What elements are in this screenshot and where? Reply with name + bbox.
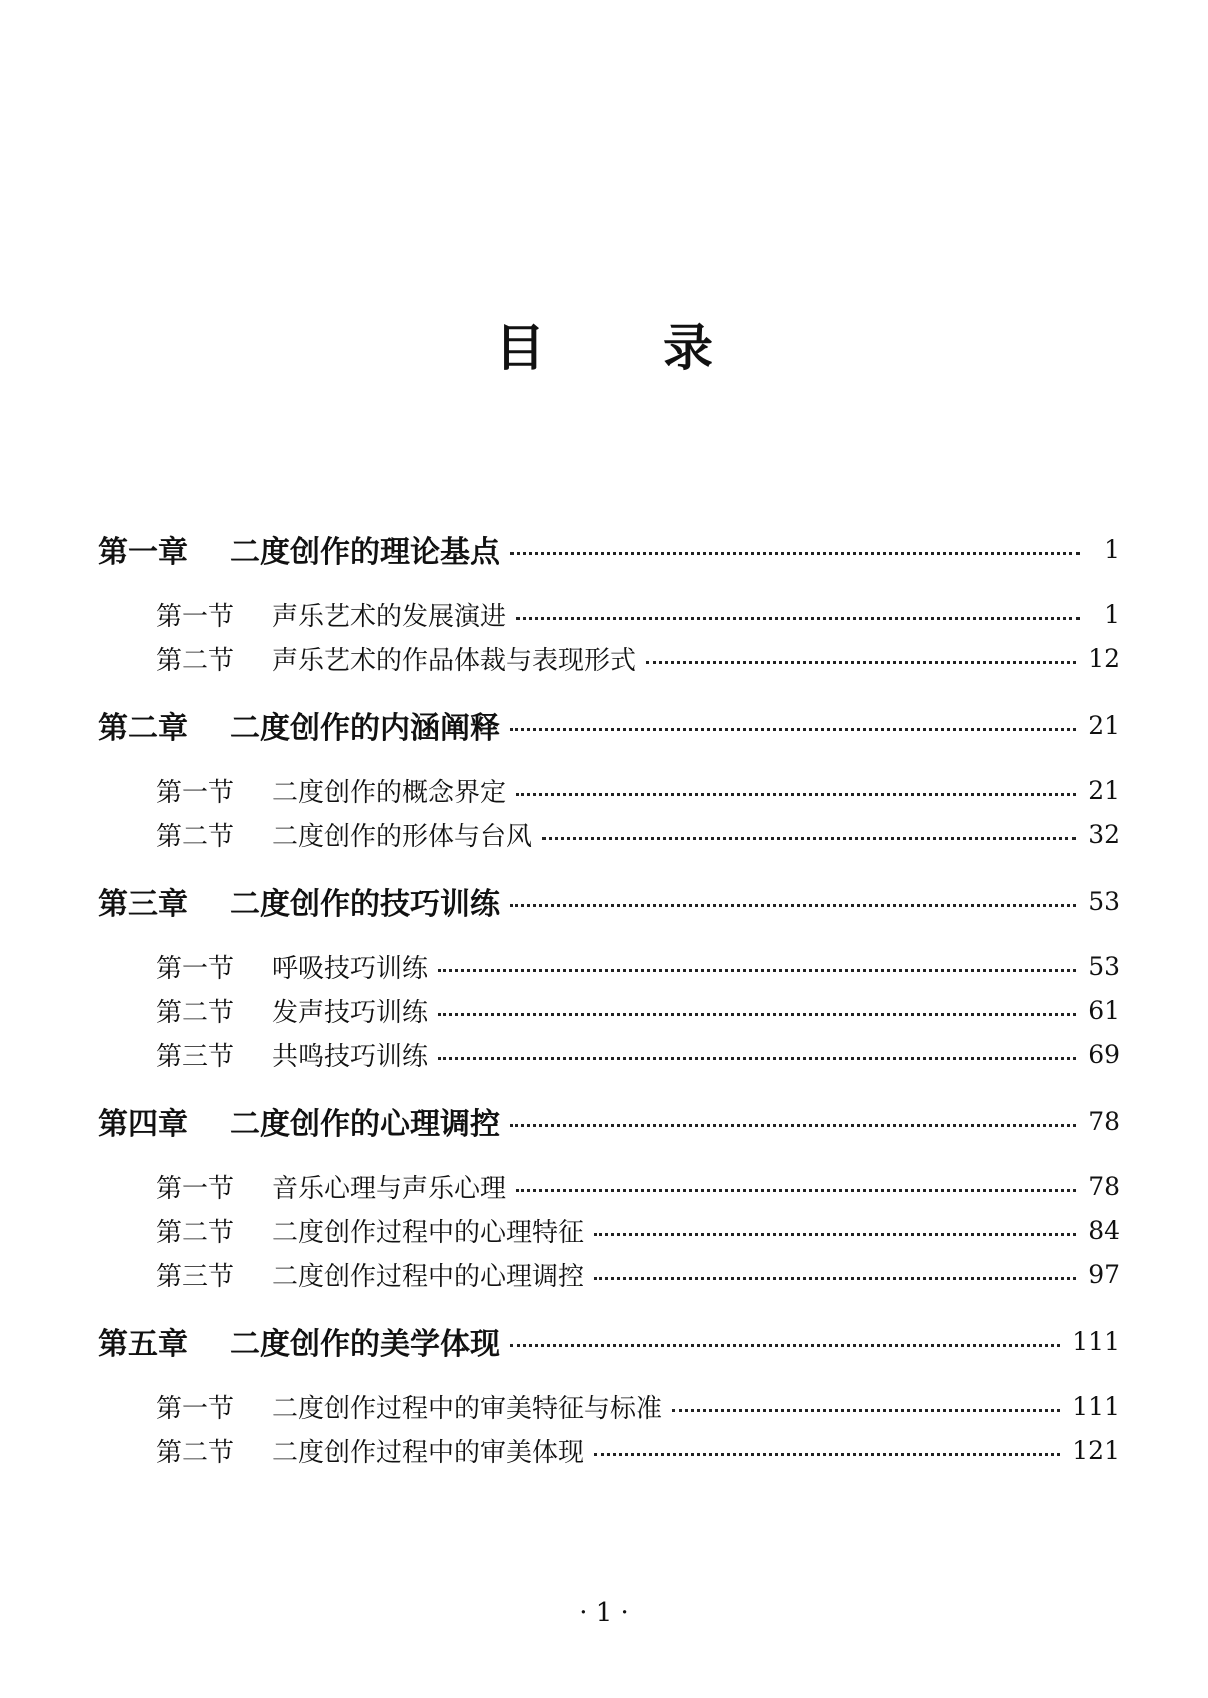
chapter-number: 第五章 (98, 1327, 188, 1362)
section-title: 二度创作过程中的心理调控 (272, 1261, 585, 1292)
toc-section-5-2[interactable] (98, 1431, 1120, 1469)
chapter-title: 二度创作的美学体现 (230, 1327, 500, 1362)
dot-leader (516, 793, 1076, 796)
page-number: 111 (1072, 1326, 1120, 1356)
section-title: 二度创作的概念界定 (272, 777, 507, 808)
page-number: 78 (1088, 1106, 1120, 1136)
page-number: 111 (1072, 1391, 1120, 1421)
section-number: 第一节 (156, 1173, 235, 1204)
section-title: 呼吸技巧训练 (272, 953, 429, 984)
section-number: 第一节 (156, 953, 235, 984)
section-number: 第三节 (156, 1261, 235, 1292)
page-number: 78 (1088, 1171, 1120, 1201)
toc-section-3-1[interactable] (98, 947, 1120, 985)
dot-leader (594, 1277, 1076, 1280)
dot-leader (510, 1344, 1060, 1347)
dot-leader (510, 904, 1076, 907)
dot-leader (542, 837, 1076, 840)
page-number: 53 (1088, 951, 1120, 981)
dot-leader (510, 552, 1080, 555)
toc-section-5-1[interactable] (98, 1387, 1120, 1425)
section-number: 第二节 (156, 1437, 235, 1468)
chapter-title: 二度创作的理论基点 (230, 535, 500, 570)
section-title: 二度创作过程中的心理特征 (272, 1217, 585, 1248)
section-title: 音乐心理与声乐心理 (272, 1173, 507, 1204)
section-number: 第一节 (156, 601, 235, 632)
toc-chapter-1[interactable] (98, 530, 1120, 568)
chapter-title: 二度创作的技巧训练 (230, 887, 500, 922)
chapter-number: 第二章 (98, 711, 188, 746)
page-number: 12 (1088, 643, 1120, 673)
dot-leader (672, 1409, 1060, 1412)
section-title: 发声技巧训练 (272, 997, 429, 1028)
section-title: 二度创作的形体与台风 (272, 821, 533, 852)
chapter-number: 第四章 (98, 1107, 188, 1142)
page-number: 21 (1088, 775, 1120, 805)
section-title: 二度创作过程中的审美体现 (272, 1437, 585, 1468)
dot-leader (510, 728, 1076, 731)
section-title: 声乐艺术的发展演进 (272, 601, 507, 632)
dot-leader (438, 1057, 1076, 1060)
page-number: 1 (1104, 534, 1120, 564)
section-title: 共鸣技巧训练 (272, 1041, 429, 1072)
page-number: 69 (1088, 1039, 1120, 1069)
dot-leader (510, 1124, 1076, 1127)
page-title-char-1: 目 (495, 319, 545, 377)
toc-chapter-2[interactable] (98, 706, 1120, 744)
page-number: 21 (1088, 710, 1120, 740)
dot-leader (516, 1189, 1076, 1192)
toc-chapter-3[interactable] (98, 882, 1120, 920)
toc-section-3-2[interactable] (98, 991, 1120, 1029)
toc-chapter-4[interactable] (98, 1102, 1120, 1140)
section-title: 二度创作过程中的审美特征与标准 (272, 1393, 663, 1424)
toc-section-2-2[interactable] (98, 815, 1120, 853)
page-number: 61 (1088, 995, 1120, 1025)
section-number: 第一节 (156, 777, 235, 808)
dot-leader (594, 1453, 1060, 1456)
chapter-title: 二度创作的心理调控 (230, 1107, 500, 1142)
toc-section-3-3[interactable] (98, 1035, 1120, 1073)
section-number: 第二节 (156, 1217, 235, 1248)
toc-section-2-1[interactable] (98, 771, 1120, 809)
page-footer-number: · 1 · (579, 1598, 629, 1628)
toc-section-4-2[interactable] (98, 1211, 1120, 1249)
toc-section-4-1[interactable] (98, 1167, 1120, 1205)
dot-leader (646, 661, 1076, 664)
chapter-title: 二度创作的内涵阐释 (230, 711, 500, 746)
chapter-number: 第三章 (98, 887, 188, 922)
toc-section-4-3[interactable] (98, 1255, 1120, 1293)
page-title (0, 318, 1208, 378)
dot-leader (438, 969, 1076, 972)
page-number: 32 (1088, 819, 1120, 849)
section-title: 声乐艺术的作品体裁与表现形式 (272, 645, 637, 676)
section-number: 第三节 (156, 1041, 235, 1072)
page-number: 1 (1104, 599, 1120, 629)
page-number: 84 (1088, 1215, 1120, 1245)
toc-section-1-1[interactable] (98, 595, 1120, 633)
section-number: 第二节 (156, 821, 235, 852)
section-number: 第一节 (156, 1393, 235, 1424)
section-number: 第二节 (156, 645, 235, 676)
page-number: 53 (1088, 886, 1120, 916)
dot-leader (516, 617, 1080, 620)
dot-leader (438, 1013, 1076, 1016)
page-number: 97 (1088, 1259, 1120, 1289)
dot-leader (594, 1233, 1076, 1236)
page-title-char-2: 录 (663, 319, 713, 377)
toc-section-1-2[interactable] (98, 639, 1120, 677)
page-number: 121 (1072, 1435, 1120, 1465)
chapter-number: 第一章 (98, 535, 188, 570)
toc-chapter-5[interactable] (98, 1322, 1120, 1360)
section-number: 第二节 (156, 997, 235, 1028)
